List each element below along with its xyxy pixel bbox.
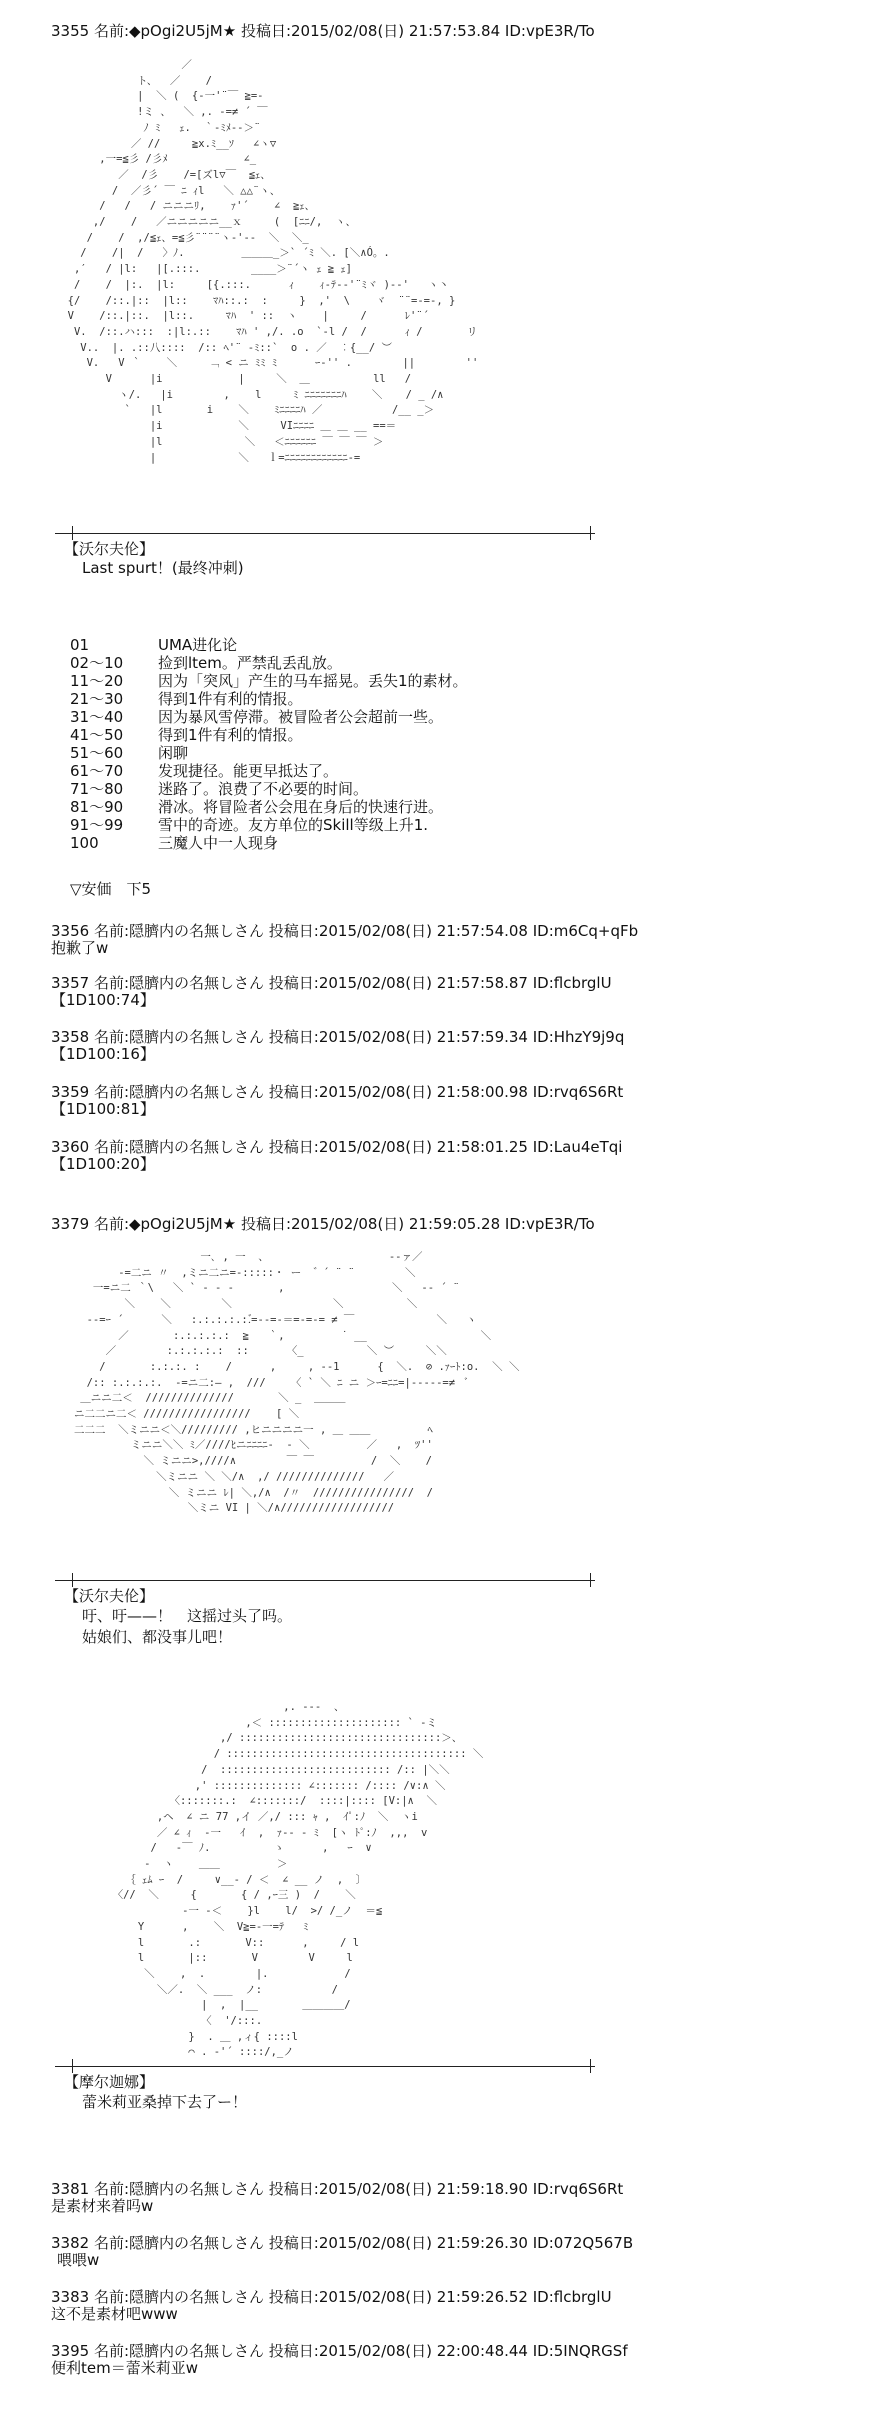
post-body: 【1D100:81】 (51, 1100, 155, 1118)
anka-footer: ▽安価 下5 (70, 880, 152, 898)
post-header: 3360 名前:隠臍内の名無しさん 投稿日:2015/02/08(日) 21:58:01.25 ID:Lau4eTqi (51, 1138, 623, 1156)
divider-line (55, 2066, 595, 2067)
divider-line (55, 533, 595, 534)
divider-end (590, 526, 591, 540)
post-header: 3355 名前:◆pOgi2U5jM★ 投稿日:2015/02/08(日) 21:57:53.84 ID:vpE3R/To (51, 22, 595, 40)
dialog-line: 姑娘们、都没事儿吧！ (82, 1628, 233, 1646)
post-body: 是素材来着吗w (51, 2197, 154, 2215)
post-body: 抱歉了w (51, 939, 109, 957)
post-header: 3357 名前:隠臍内の名無しさん 投稿日:2015/02/08(日) 21:57:58.87 ID:flcbrglU (51, 974, 612, 992)
post-body: 喂喂w (57, 2251, 100, 2269)
post-header: 3358 名前:隠臍内の名無しさん 投稿日:2015/02/08(日) 21:57:59.34 ID:HhzY9j9q (51, 1028, 625, 1046)
post-header: 3381 名前:隠臍内の名無しさん 投稿日:2015/02/08(日) 21:59:18.90 ID:rvq6S6Rt (51, 2180, 624, 2198)
dialog-line: Last spurt！(最终冲刺) (82, 559, 244, 577)
table-row: 21～30 得到1件有利的情报。 (70, 690, 303, 708)
table-row: 61～70 发现捷径。能更早抵达了。 (70, 762, 339, 780)
speaker-label: 【摩尔迦娜】 (64, 2073, 155, 2091)
divider-line (55, 1580, 595, 1581)
post-header: 3359 名前:隠臍内の名無しさん 投稿日:2015/02/08(日) 21:58:00.98 ID:rvq6S6Rt (51, 1083, 624, 1101)
post-body: 【1D100:74】 (51, 991, 155, 1009)
table-row: 51～60 闲聊 (70, 744, 189, 762)
dialog-line: 吁、吁——！ 这摇过头了吗。 (82, 1607, 293, 1625)
post-header: 3383 名前:隠臍内の名無しさん 投稿日:2015/02/08(日) 21:59:26.52 ID:flcbrglU (51, 2288, 612, 2306)
post-header: 3379 名前:◆pOgi2U5jM★ 投稿日:2015/02/08(日) 21:59:05.28 ID:vpE3R/To (51, 1215, 595, 1233)
post-body: 【1D100:20】 (51, 1155, 155, 1173)
post-header: 3356 名前:隠臍内の名無しさん 投稿日:2015/02/08(日) 21:57:54.08 ID:m6Cq+qFb (51, 922, 639, 940)
table-row: 11～20 因为「突风」产生的马车摇晃。丢失1的素材。 (70, 672, 468, 690)
table-row: 81～90 滑冰。将冒险者公会甩在身后的快速行进。 (70, 798, 444, 816)
girl-ascii-art: ,. ‐‐‐ 、 ,＜ ::::::::::::::::::::: ` ‐ミ ,/ ::::::::::::::::::::::::::::::::＞、 / :::::::::::::::::::::::::::::::::::::: ＼ / ::::::::::::::::::::::::::: /:: |＼＼ ,' :::::::::::::: ∠::::::: /:::: /∨:∧ ＼ 〈:::::::.: ∠:::::::/ ::::|:::: [V:|∧ ＼ ,ヘ ∠ ニ 77 ,イ ／,/ ::: ｬ , ｲﾟ:ﾉ ＼ ヽi ／ ∠ ｨ ‐一 ｲ , ｧ-‐ ‐ ﾐ [ヽ ﾄﾟ:ﾉ ,,, v / ‐￣ ﾉ. ゝ , ｰ ∨ ‐ ヽ ＿＿ ＞ ｛ ｪﾑ ｰ / ∨__‐ / ＜ ∠ __ ノ , 〕 〈// ＼ { { / ,ｰ三 ) / ＼ ‐一 ‐＜ }l l/ >/ /_ノ ＝≦ Y , ＼ V≧=‐一=ﾃ ﾐ l .: V:: , / l l |:: V V l ＼ , . |. / ＼／. ＼ ___ ノ: / | , |__ ＿＿＿＿/ 〈 '/:::. } . ＿ ,ィ{ ::::l ⌒ . -'´ ::::/,_ノ (112, 1701, 484, 2059)
horse-ascii-art: ／ ト、 ／ / | ＼ ( {-一'¨￣ ≧=- !ミ 、 ＼ ,. -=≠ ´ ￣ ﾉ ﾐ ｪ. ｀-ﾐﾒ--＞¨ ／ // ≧x.ﾐ__ｿ ∠ヽ▽ ,一=≦彡 /彡ﾒ ∠_ ／ /彡 /=[ズl▽￣ ≦ｪ、 / ／彡´ ￣ ﾆ ｨl ＼ △△¨ヽ、 / / / ニニニﾘ, ｧ'´ ∠ ≧ｪ、 ,/ / ／ニニニニニ__ｘ ( [ﾆﾆ/, ヽ、 / / ,/≦ｪ、=≦彡¨¨¨¨ヽ-'-- ＼ ＼_ / /| / 〉ﾉ. ＿＿＿_＞` ´ﾐ ＼. [＼∧Ó。. ,′ / |l: |[.:::. ____＞¨´ヽ ｪ ≧ ｪ] / / |:. |l: [{.:::. ｨ ｨ-ﾃ‐-'¨ﾐヾ )-‐' ヽ丶 {/ /::.|:: |l:: ﾏﾊ::.: : } ,' \ ヾ ¨¨=-=-, } V /::.|::. |l::. ﾏﾊ ' :: ヽ | / ﾚ'¨´ V. /::.ハ::: :|l:.:: ﾏﾊ ' ,/. .o `-l / / ｨ / リ V.. |. .::八:::: /:: ﾍ'¨ -ﾐ::` o . ／ ︰{__/ ︶ V. V ｀ ＼ ﹁ < ニ ﾐﾐ ﾐ ｰ-'' . || '' V |i | ＼ ＿ ll / ヽ/. |i , l ﾐ ﾆﾆﾆﾆﾆﾆﾆﾊ ＼ / _ /∧ ` |l i ＼ ﾐﾆﾆﾆﾆﾊ ／ /__ _＞ |i ＼ VIﾆﾆﾆﾆ ＿ ＿ __ ==＝ |l ＼ ＜ﾆﾆﾆﾆﾆﾆ ￣ ￣ ￣ ＞ | ＼ ｌ=ﾆﾆﾆﾆﾆﾆﾆﾆﾆﾆﾆﾆ-= (67, 59, 479, 464)
table-row: 100 三魔人中一人现身 (70, 834, 279, 852)
post-body: 【1D100:16】 (51, 1045, 155, 1063)
table-row: 31～40 因为暴风雪停滞。被冒险者公会超前一些。 (70, 708, 444, 726)
post-header: 3395 名前:隠臍内の名無しさん 投稿日:2015/02/08(日) 22:00:48.44 ID:5INQRGSf (51, 2342, 628, 2360)
table-row: 02～10 捡到ltem。严禁乱丢乱放。 (70, 654, 342, 672)
table-row: 41～50 得到1件有利的情报。 (70, 726, 303, 744)
divider-end (590, 2059, 591, 2073)
post-body: 便利tem＝蕾米莉亚w (51, 2359, 198, 2377)
table-row: 71～80 迷路了。浪费了不必要的时间。 (70, 780, 369, 798)
post-body: 这不是素材吧www (51, 2305, 178, 2323)
speaker-label: 【沃尔夫伦】 (64, 540, 155, 558)
table-row: 01 UMA进化论 (70, 636, 238, 654)
divider-end (590, 1573, 591, 1587)
carriage-ascii-art: 一､ , 一 、 ‐-ァ／ ‐=二ニ 〃 ,ミニ二ニ=-:::::・ ー ゙ ´ ¨ ¨ ＼ 一=ニ二 ｀\ ＼ ` ‐ ‐ ‐ , ＼ -‐ ´ ¨ ＼ ＼ ＼ ＼ ＼ --=ｰ ´ ＼ :.:.:.:.:.゙=-‐=‐＝=‐=‐= ≠ ￣ ＼ ヽ ／ :.:.:.:.: ≧ ｀, ˙ __ ＼ ／ :.:.:.:.: :: 〈_ ＼ ︶ ＼＼ / :.:.:. : / , , ‐‐1 { ＼. ⊘ .ｧｰﾄ:o. ＼ ＼ /:: :.:.:.:. ‐=ニ二:― , /// 〈 ` ＼ ﾆ ニ ＞ｰ=ﾆﾆ=|‐‐‐‐‐=≠ ﾞ ＿ニニ二＜ ////////////// ＼ _ ＿＿＿ ニ二二ニ二＜ ///////////////// [ ＼ 二二二 ＼ミニニ＜＼///////// ,ヒニニニニ一 , ＿ ＿＿ ﾍ ミニニ＼＼ ﾐ／////ﾋニﾆﾆﾆﾆ- ‐ ＼ ／ , ﾂ'' ＼ ミニニ>,////∧ ￣ ￣ / ＼ / ＼ミニニ ＼ ＼/∧ ,/ ////////////// ／ ＼ ミニニ ﾚ| ＼,/∧ /〃 //////////////// / ＼ミニ VI | ＼/∧////////////////// (73, 1251, 520, 1515)
dialog-line: 蕾米莉亚桑掉下去了ー！ (82, 2093, 248, 2111)
post-header: 3382 名前:隠臍内の名無しさん 投稿日:2015/02/08(日) 21:59:26.30 ID:072Q567B (51, 2234, 634, 2252)
speaker-label: 【沃尔夫伦】 (64, 1587, 155, 1605)
table-row: 91～99 雪中的奇迹。友方单位的Skill等级上升1. (70, 816, 429, 834)
